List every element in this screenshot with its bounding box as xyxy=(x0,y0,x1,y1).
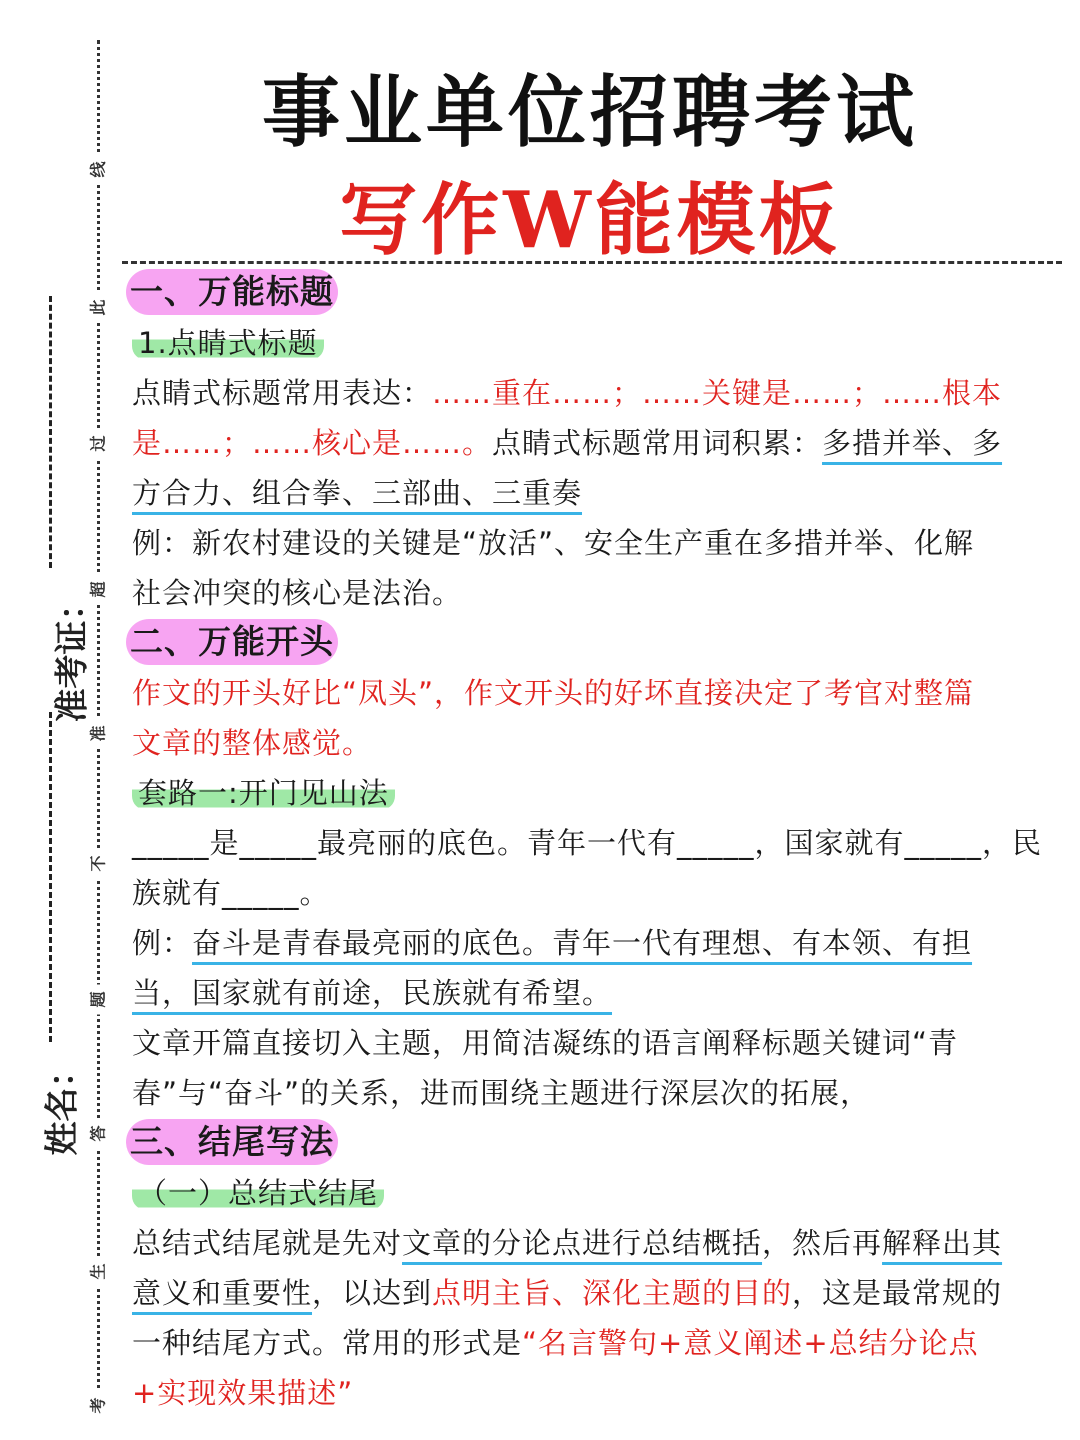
section-heading: 二、万能开头 xyxy=(126,619,338,665)
binding-char: 题 xyxy=(86,985,109,1015)
text: ，然后再 xyxy=(762,1226,883,1260)
page-subtitle: 写作W能模板 xyxy=(339,175,841,266)
binding-char: 考 xyxy=(86,1391,109,1421)
paragraph-line: 春”与“奋斗”的关系，进而围绕主题进行深层次的拓展， xyxy=(132,1076,871,1110)
section-heading-row xyxy=(132,1118,1052,1168)
paragraph-line: 例：新农村建设的关键是“放活”、安全生产重在多措并举、化解 xyxy=(132,526,975,560)
dashed-divider xyxy=(122,261,1062,264)
text: 例： xyxy=(132,926,193,960)
binding-char: 不 xyxy=(86,849,109,879)
section-heading-row xyxy=(132,268,1052,318)
text: 点睛式标题常用词积累： xyxy=(492,426,823,460)
paragraph-line: +实现效果描述” xyxy=(132,1376,354,1410)
page-title: 事业单位招聘考试 xyxy=(261,67,918,158)
underlined-text: 当，国家就有前途，民族就有希望。 xyxy=(132,976,613,1010)
section-heading: 一、万能标题 xyxy=(126,269,338,315)
paragraph-line xyxy=(132,1318,1052,1368)
subheading: （一）总结式结尾 xyxy=(132,1176,384,1210)
exam-id-label: 准考证： xyxy=(52,586,93,723)
subheading-row xyxy=(132,1168,1052,1218)
paragraph-line: 社会冲突的核心是法治。 xyxy=(132,576,463,610)
binding-char: 答 xyxy=(86,1119,109,1149)
paragraph-line xyxy=(132,1268,1052,1318)
underlined-text: 文章的分论点进行总结概括 xyxy=(402,1226,763,1260)
template-line: _____是_____最亮丽的底色。青年一代有_____，国家就有_____，民 xyxy=(132,826,1043,860)
paragraph-line: 作文的开头好比“凤头”，作文开头的好坏直接决定了考官对整篇 xyxy=(132,676,975,710)
subheading: 套路一:开门见山法 xyxy=(132,776,395,810)
paragraph-line xyxy=(132,468,1052,518)
text: ，以达到 xyxy=(312,1276,433,1310)
binding-char: 线 xyxy=(86,155,109,185)
binding-char: 超 xyxy=(86,575,109,605)
subheading-row xyxy=(132,768,1052,818)
section-heading: 三、结尾写法 xyxy=(126,1119,338,1165)
document-body xyxy=(132,268,1052,1418)
paragraph-line xyxy=(132,918,1052,968)
underlined-text: 多措并举、多 xyxy=(822,426,1003,460)
name-blank xyxy=(49,712,52,1042)
section-heading-row xyxy=(132,618,1052,668)
underlined-text: 解释出其 xyxy=(882,1226,1003,1260)
binding-char: 此 xyxy=(86,293,109,323)
binding-char: 准 xyxy=(86,719,109,749)
text: 一种结尾方式。常用的形式是 xyxy=(132,1326,523,1360)
paragraph-line xyxy=(132,968,1052,1018)
paragraph-line xyxy=(132,1218,1052,1268)
paragraph-line xyxy=(132,368,1052,418)
subheading: 1.点睛式标题 xyxy=(132,326,324,360)
text: ，这是最常规的 xyxy=(792,1276,1003,1310)
red-text: 点明主旨、深化主题的目的 xyxy=(432,1276,793,1310)
binding-margin xyxy=(0,0,120,1440)
name-label: 姓名： xyxy=(42,1053,83,1156)
red-text: “名言警句+意义阐述+总结分论点 xyxy=(522,1326,979,1360)
text: 点睛式标题常用表达： xyxy=(132,376,433,410)
template-line: 族就有_____。 xyxy=(132,876,330,910)
underlined-text: 意义和重要性 xyxy=(132,1276,313,1310)
text: 总结式结尾就是先对 xyxy=(132,1226,403,1260)
paragraph-line: 文章的整体感觉。 xyxy=(132,726,373,760)
exam-id-blank xyxy=(49,296,52,568)
binding-char: 生 xyxy=(86,1257,109,1287)
paragraph-line xyxy=(132,418,1052,468)
red-text: 是……；……核心是……。 xyxy=(132,426,493,460)
subheading-row xyxy=(132,318,1052,368)
binding-char: 过 xyxy=(86,429,109,459)
paragraph-line: 文章开篇直接切入主题，用简洁凝练的语言阐释标题关键词“青 xyxy=(132,1026,959,1060)
underlined-text: 方合力、组合拳、三部曲、三重奏 xyxy=(132,476,583,510)
underlined-text: 奋斗是青春最亮丽的底色。青年一代有理想、有本领、有担 xyxy=(192,926,973,960)
red-text: ……重在……；……关键是……；……根本 xyxy=(432,376,1003,410)
